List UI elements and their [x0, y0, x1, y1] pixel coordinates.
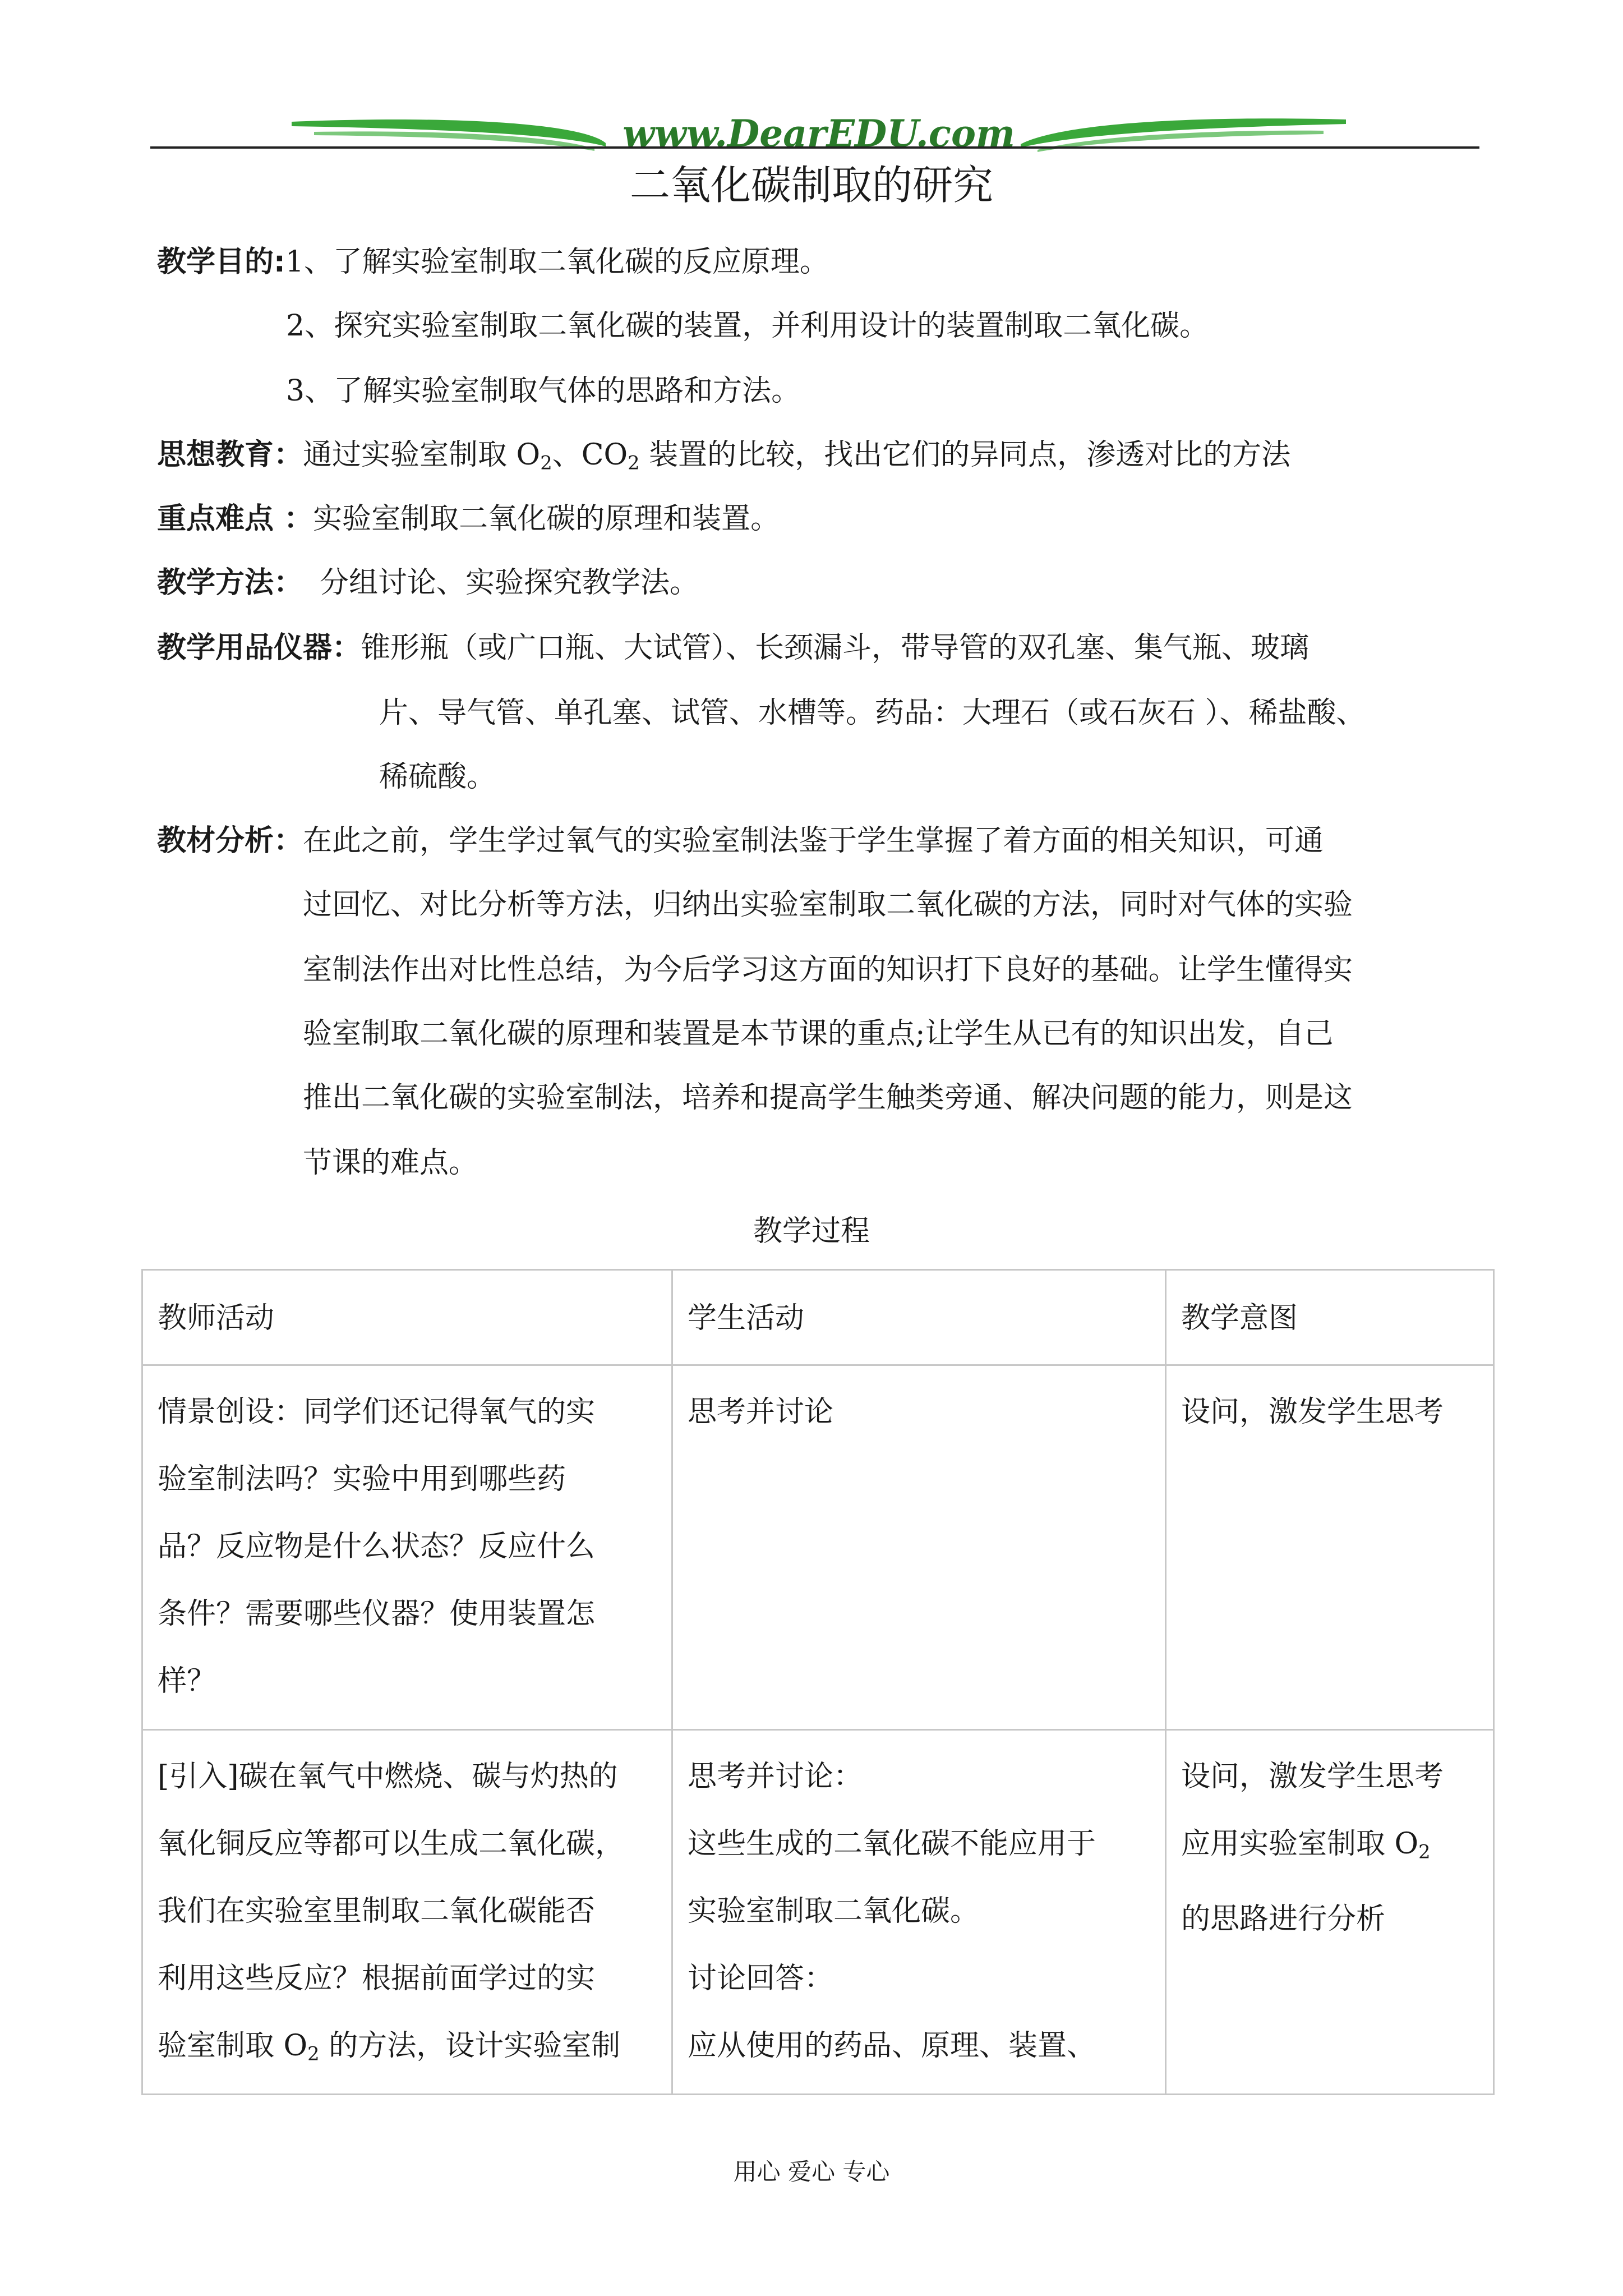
table-row	[142, 1730, 1494, 2095]
process-title: 教学过程	[753, 1214, 870, 1248]
method-line: 教学方法： 分组讨论、实验探究教学法。	[157, 566, 699, 600]
thought-label: 思想教育：	[157, 438, 303, 472]
supplies-line: 稀硫酸。	[379, 760, 496, 794]
key-label: 重点难点 ：	[157, 502, 313, 536]
intent-cell: 设问，激发学生思考	[1166, 1365, 1494, 1730]
key-line: 重点难点 ：实验室制取二氧化碳的原理和装置。	[157, 502, 780, 536]
analysis-line: 推出二氧化碳的实验室制法，培养和提高学生触类旁通、解决问题的能力，则是这	[303, 1081, 1353, 1115]
page-footer: 用心 爱心 专心	[733, 2158, 890, 2185]
supplies-line-1: 教学用品仪器：锥形瓶（或广口瓶、大试管）、长颈漏斗，带导管的双孔塞、集气瓶、玻璃	[157, 631, 1310, 665]
header-rule	[150, 146, 1479, 149]
analysis-line: 室制法作出对比性总结，为今后学习这方面的知识打下良好的基础。让学生懂得实	[303, 953, 1353, 987]
supplies-label: 教学用品仪器：	[157, 631, 362, 665]
header-student: 学生活动	[672, 1270, 1166, 1365]
logo-text: www.DearEDU.com	[623, 112, 1015, 155]
intent-cell: 设问，激发学生思考 应用实验室制取 $O_2$ 的思路进行分析	[1166, 1730, 1494, 2095]
analysis-line-1: 教材分析：在此之前，学生学过氧气的实验室制法鉴于学生掌握了着方面的相关知识，可通	[157, 824, 1324, 858]
method-label: 教学方法：	[157, 566, 303, 600]
goal-item: 2、探究实验室制取二氧化碳的装置，并利用设计的装置制取二氧化碳。	[286, 309, 1209, 343]
teacher-cell: 情景创设：同学们还记得氧气的实 验室制法吗？实验中用到哪些药 品？反应物是什么状态？反应什么 条件？需要哪些仪器？使用装置怎 样？	[142, 1365, 672, 1730]
goals-line-1	[157, 242, 829, 282]
analysis-line: 节课的难点。	[303, 1146, 478, 1180]
analysis-line: 验室制取二氧化碳的原理和装置是本节课的重点;让学生从已有的知识出发，自己	[303, 1017, 1334, 1051]
teacher-cell: [引入]碳在氧气中燃烧、碳与灼热的 氧化铜反应等都可以生成二氧化碳， 我们在实验室里制取二氧化碳能否 利用这些反应？根据前面学过的实 验室制取 $O_2$ 的方法，设计实验室制	[142, 1730, 672, 2095]
site-logo	[292, 109, 1346, 160]
goal-item: 1、了解实验室制取二氧化碳的反应原理。	[285, 245, 829, 279]
header-teacher: 教师活动	[142, 1270, 672, 1365]
supplies-line: 片、导气管、单孔塞、试管、水槽等。药品：大理石（或石灰石 ）、稀盐酸、	[379, 696, 1366, 730]
student-cell: 思考并讨论： 这些生成的二氧化碳不能应用于 实验室制取二氧化碳。 讨论回答： 应从使用的药品、原理、装置、	[672, 1730, 1166, 2095]
analysis-label: 教材分析：	[157, 824, 303, 858]
process-table	[141, 1269, 1495, 2095]
thought-line: 思想教育：通过实验室制取 $O_2$、$CO_2$ 装置的比较，找出它们的异同点，渗透对比的方法	[157, 438, 1291, 474]
student-cell: 思考并讨论	[672, 1365, 1166, 1730]
goal-item: 3、了解实验室制取气体的思路和方法。	[286, 374, 801, 408]
goals-label: 教学目的:	[157, 245, 285, 279]
header-intent: 教学意图	[1166, 1270, 1494, 1365]
page-title: 二氧化碳制取的研究	[629, 162, 993, 209]
table-row	[142, 1365, 1494, 1730]
table-header-row	[142, 1270, 1494, 1365]
analysis-line: 过回忆、对比分析等方法，归纳出实验室制取二氧化碳的方法，同时对气体的实验	[303, 888, 1353, 922]
